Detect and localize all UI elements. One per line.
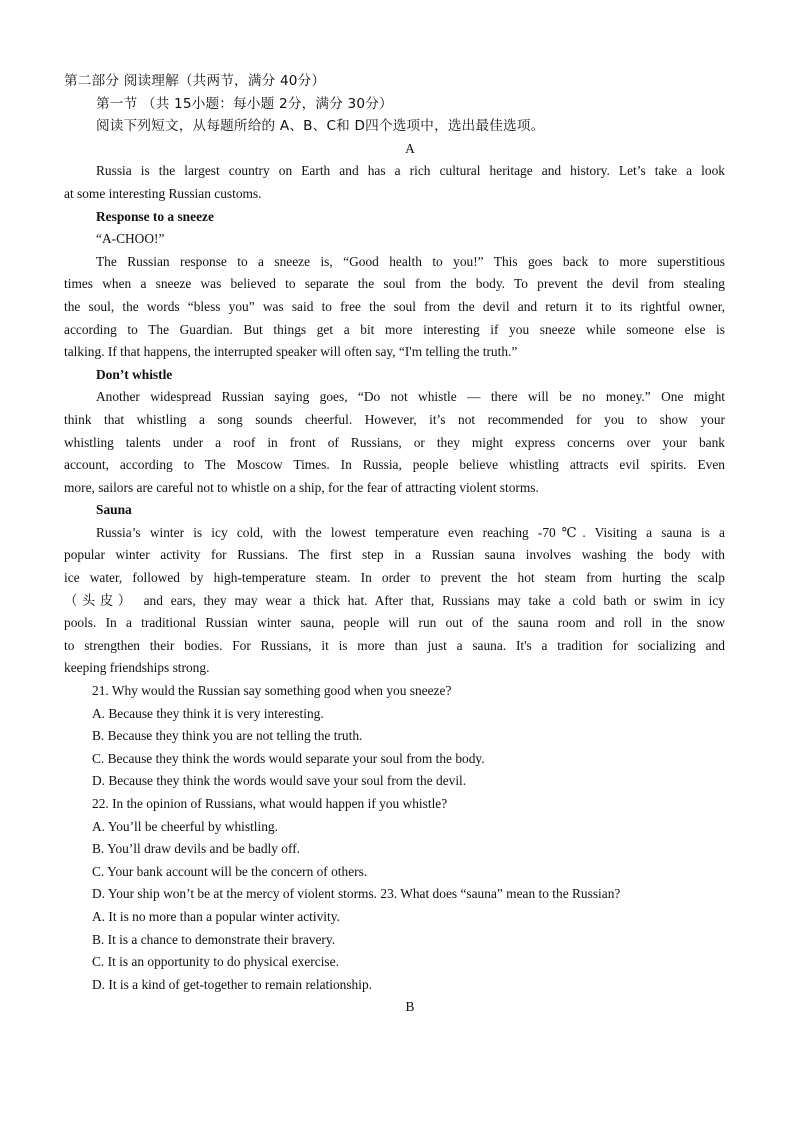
sneeze-line-5: talking. If that happens, the interrupted speaker will often say, “I'm telling the truth.” [64, 344, 518, 360]
question-21-option-c: C. Because they think the words would separate your soul from the body. [92, 750, 485, 766]
question-22-option-b: B. You’ll draw devils and be badly off. [92, 841, 301, 857]
question-22-option-a: A. You’ll be cheerful by whistling. [92, 818, 278, 834]
sauna-line-4: （头皮） and ears, they may wear a thick hat. After that, Russians may take a cold bath or swim in icy [64, 592, 725, 608]
question-21-option-d: D. Because they think the words would save your soul from the devil. [92, 773, 467, 789]
exam-page [64, 70, 725, 1019]
passage-a-label: A [405, 140, 415, 156]
whistle-line-2: think that whistling a song sounds cheerful. However, it’s not recommended for you to show your [64, 411, 725, 427]
sneeze-sound: “A-CHOO!” [96, 231, 165, 247]
whistle-line-4: account, according to The Moscow Times. In Russia, people believe whistling attracts evil spirits. Even [64, 457, 725, 473]
part-title: 第二部分 阅读理解（共两节，满分 40分） [64, 73, 326, 89]
passage-b-label: B [405, 999, 415, 1015]
question-23-option-a: A. It is no more than a popular winter activity. [92, 908, 340, 924]
sneeze-line-1: The Russian response to a sneeze is, “Good health to you!” This goes back to more superstitious [96, 253, 725, 269]
question-21-option-a: A. Because they think it is very interesting. [92, 705, 324, 721]
instructions: 阅读下列短文，从每题所给的 A、B、C和 D四个选项中，选出最佳选项。 [96, 118, 545, 135]
section-title: 第一节 （共 15小题：每小题 2分，满分 30分） [96, 95, 393, 112]
sauna-line-5: pools. In a traditional Russian winter sauna, people will run out of the sauna room and roll in the snow [64, 615, 725, 631]
question-21-option-b: B. Because they think you are not telling the truth. [92, 728, 363, 744]
intro-line-1: Russia is the largest country on Earth and has a rich cultural heritage and history. Let’s take a look [96, 163, 725, 179]
sneeze-line-3: the soul, the words “bless you” was said to free the soul from the devil and return it to its rightful owner, [64, 298, 725, 314]
question-21-stem: 21. Why would the Russian say something good when you sneeze? [92, 683, 452, 699]
question-22-option-d-and-23-stem: D. Your ship won’t be at the mercy of violent storms. 23. What does “sauna” mean to the Russian? [92, 886, 621, 902]
question-22-stem: 22. In the opinion of Russians, what would happen if you whistle? [92, 796, 448, 811]
whistle-line-1: Another widespread Russian saying goes, “Do not whistle — there will be no money.” One might [96, 389, 725, 405]
intro-line-2: at some interesting Russian customs. [64, 185, 262, 201]
whistle-line-3: whistling talents under a roof in front of Russians, or they might express concerns over your bank [64, 434, 725, 450]
sauna-line-1: Russia’s winter is icy cold, with the lowest temperature even reaching -70℃. Visiting a sauna is a [96, 524, 725, 540]
sneeze-line-4: according to The Guardian. But things get a bit more interesting if you sneeze while someone else is [64, 321, 725, 337]
sauna-line-7: keeping friendships strong. [64, 660, 210, 676]
sauna-line-6: to strengthen their bodies. For Russians, it is more than just a sauna. It's a tradition for socializing and [64, 637, 725, 653]
sneeze-line-2: times when a sneeze was believed to separate the soul from the body. To prevent the devil from stealing [64, 276, 725, 292]
question-23-option-c: C. It is an opportunity to do physical exercise. [92, 954, 339, 970]
section-heading-sauna: Sauna [96, 502, 132, 518]
whistle-line-5: more, sailors are careful not to whistle on a ship, for the fear of attracting violent storms. [64, 479, 539, 495]
question-22-option-c: C. Your bank account will be the concern of others. [92, 863, 368, 879]
sauna-line-3: ice water, followed by high-temperature steam. In order to prevent the hot steam from hurting the scalp [64, 570, 725, 586]
section-heading-sneeze: Response to a sneeze [96, 208, 214, 224]
question-23-option-b: B. It is a chance to demonstrate their bravery. [92, 931, 336, 947]
question-23-option-d: D. It is a kind of get-together to remain relationship. [92, 976, 373, 992]
section-heading-whistle: Don’t whistle [96, 366, 173, 382]
sauna-line-2: popular winter activity for Russians. The first step in a Russian sauna involves washing the body with [64, 547, 725, 563]
